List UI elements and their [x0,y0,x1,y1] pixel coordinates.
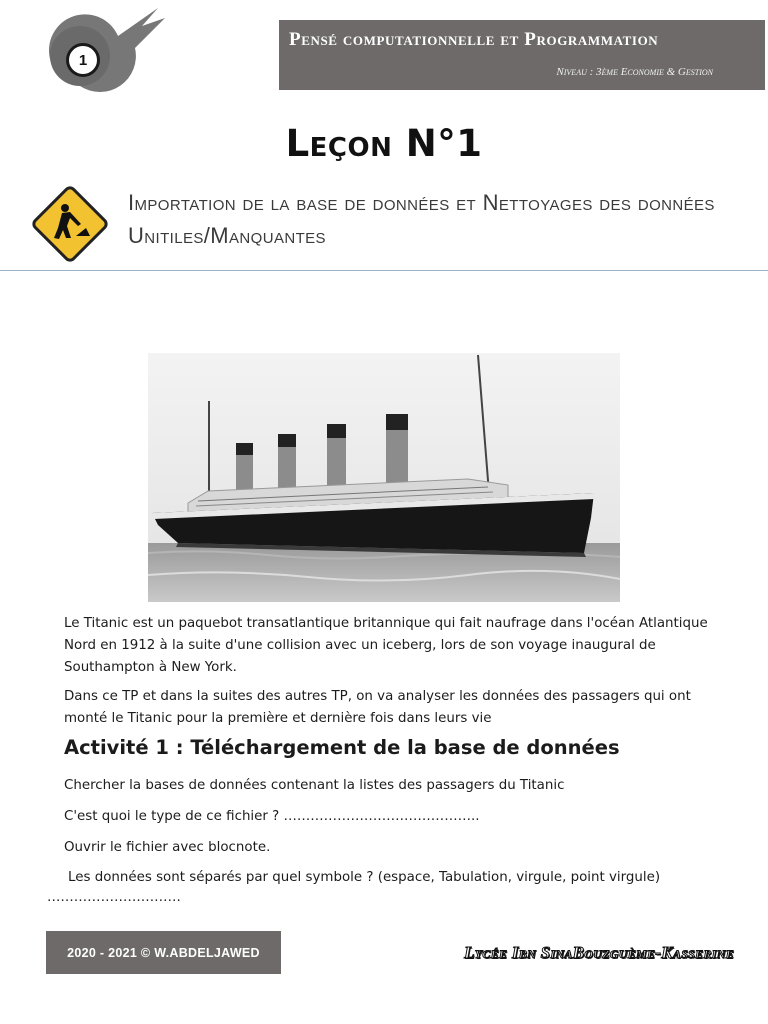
question-3: Ouvrir le fichier avec blocnote. [64,840,271,855]
titanic-ship-photo [148,353,620,602]
comet-icon [40,6,170,96]
header-divider [0,270,768,271]
road-work-warning-icon [28,182,112,266]
copyright-box: 2020 - 2021 © W.ABDELJAWED [46,931,281,974]
intro-paragraph: Le Titanic est un paquebot transatlantique britannique qui fait naufrage dans l'océan Atlantique Nord en 1912 à la suite d'une collision avec un iceberg, lors de son voyage inaugural de Southampton à New York. [64,616,708,675]
activity-title: Activité 1 : Téléchargement de la base de données [64,736,620,759]
lesson-subtitle: Importation de la base de données et Nettoyages des données Unitiles/Manquantes [128,190,715,248]
question-2: C'est quoi le type de ce fichier ? …………………………………….. [64,809,480,824]
course-title: Pensé computationnelle et Programmation [289,29,659,50]
header-banner [279,20,765,90]
answer-dots: ………………………… [47,890,181,905]
context-paragraph: Dans ce TP et dans la suites des autres TP, on va analyser les données des passagers qui ont monté le Titanic pour la première et dernière fois dans leurs vie [64,689,691,726]
page-number-badge [40,6,170,96]
school-name: Lycée Ibn SinaBouzguème-Kasserine [464,943,734,962]
lesson-title: Leçon N°1 [285,122,483,165]
course-level: Niveau : 3ème Economie & Gestion [556,66,713,78]
question-1: Chercher la bases de données contenant la listes des passagers du Titanic [64,778,565,793]
page-number: 1 [66,43,100,77]
question-4: Les données sont séparés par quel symbole ? (espace, Tabulation, virgule, point virgule) [68,870,661,885]
